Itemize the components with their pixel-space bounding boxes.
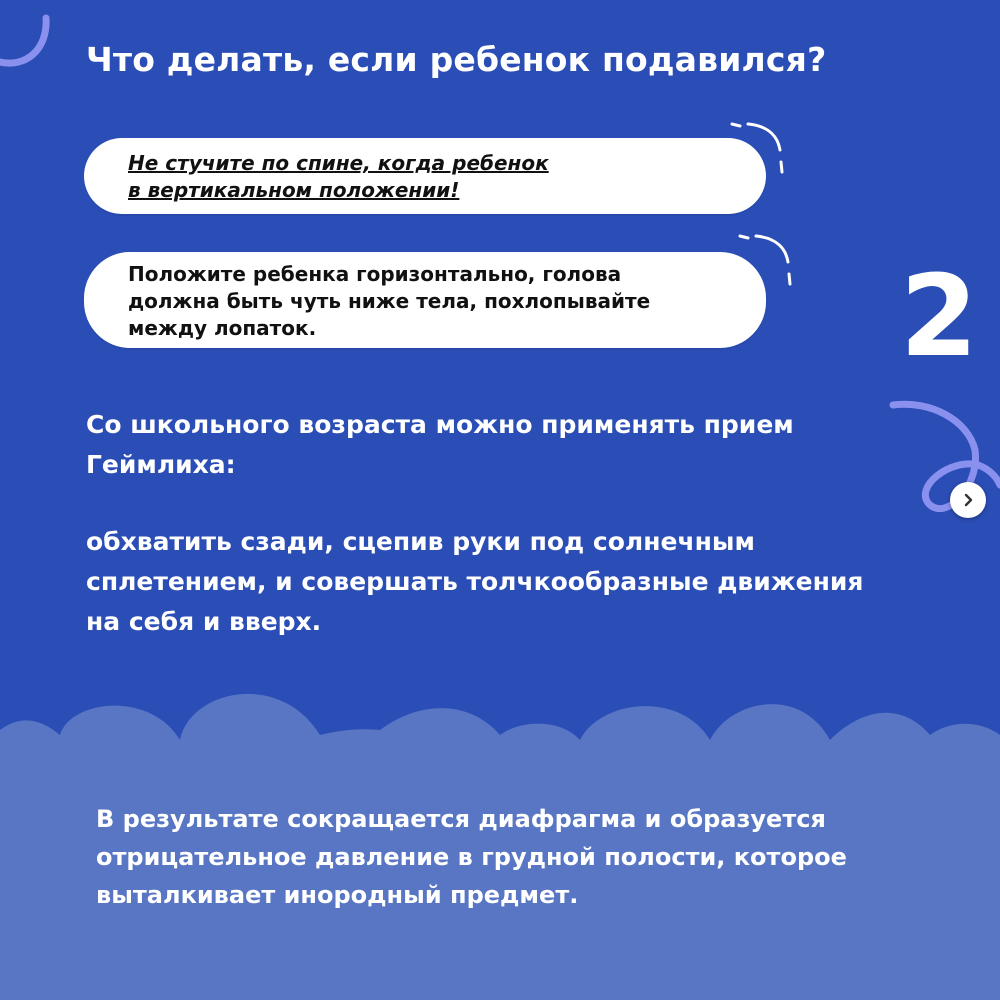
instruction-bubble [84, 252, 766, 348]
result-line-2: отрицательное давление в грудной полости, которое [96, 843, 847, 871]
warning-line-1: Не стучите по спине, когда ребенок [128, 151, 549, 175]
result-line-3: выталкивает инородный предмет. [96, 881, 579, 909]
paragraph-heimlich-intro [86, 405, 886, 485]
result-line-1: В результате сокращается диафрагма и образуется [96, 805, 826, 833]
instruction-line-1: Положите ребенка горизонтально, голова [128, 262, 622, 286]
squiggle-top-left-icon [0, 18, 46, 63]
step-number: 2 [900, 252, 978, 382]
next-slide-button[interactable] [950, 482, 986, 518]
heimlich-steps-line-3: на себя и вверх. [86, 607, 322, 636]
warning-line-2: в вертикальном положении! [128, 178, 460, 202]
chevron-right-icon [960, 492, 976, 508]
warning-text [128, 150, 746, 204]
instruction-line-2: должна быть чуть ниже тела, похлопывайте [128, 289, 651, 313]
heimlich-intro-line-1: Со школьного возраста можно применять прием [86, 410, 794, 439]
instruction-text [128, 261, 746, 342]
instruction-line-3: между лопаток. [128, 316, 317, 340]
heimlich-steps-line-1: обхватить сзади, сцепив руки под солнечным [86, 527, 755, 556]
heimlich-intro-line-2: Геймлиха: [86, 450, 236, 479]
paragraph-heimlich-steps [86, 522, 956, 642]
warning-bubble [84, 138, 766, 214]
paragraph-result [96, 800, 956, 914]
page-title: Что делать, если ребенок подавился? [86, 40, 827, 79]
heimlich-steps-line-2: сплетением, и совершать толчкообразные движения [86, 567, 864, 596]
